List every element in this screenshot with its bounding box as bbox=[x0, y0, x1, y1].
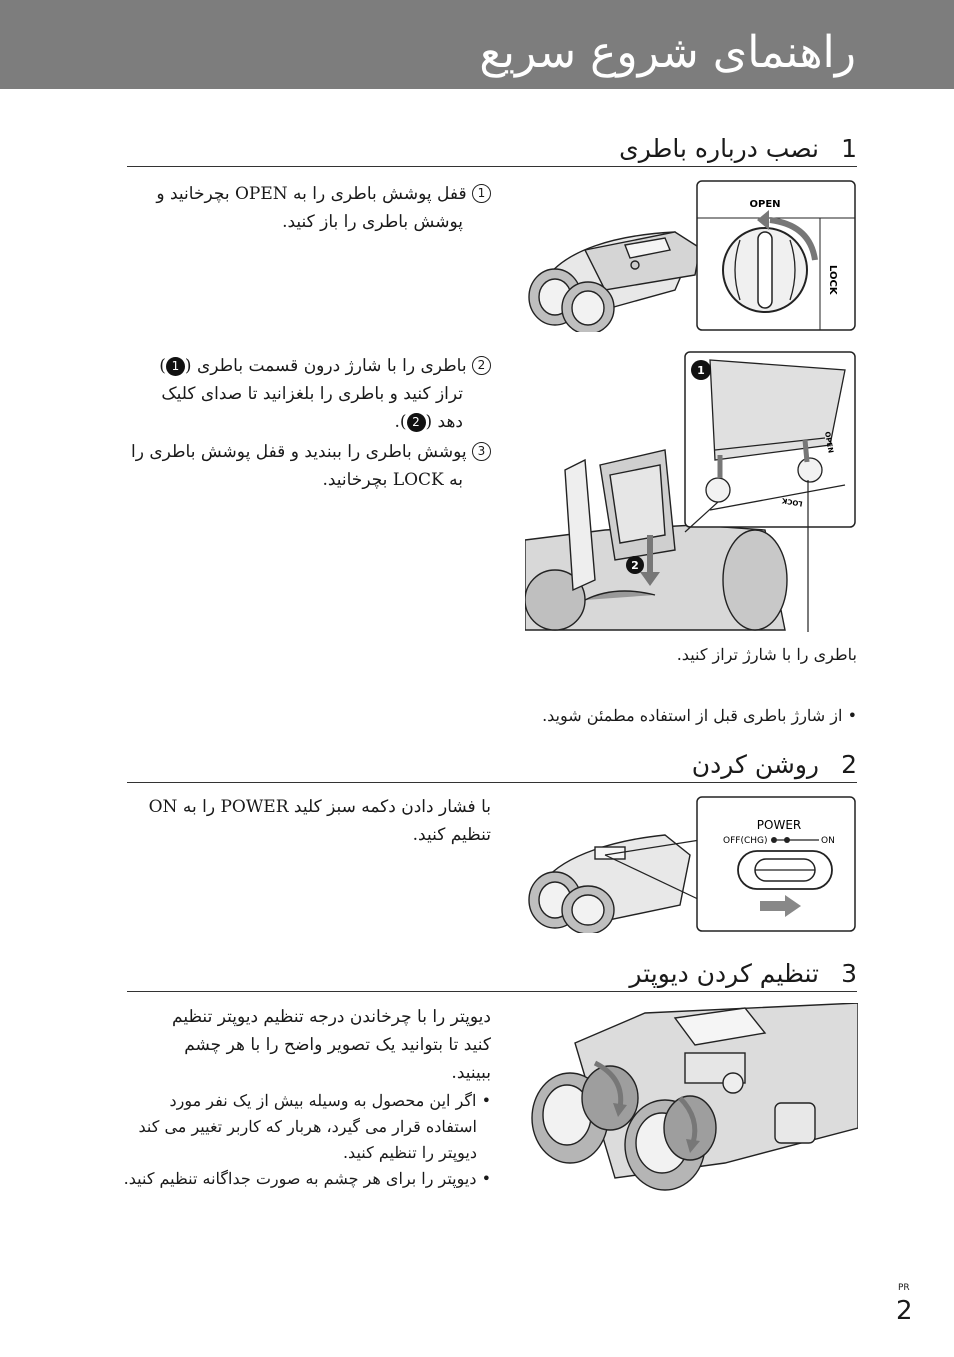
section-title: روشن کردن bbox=[691, 750, 819, 779]
step-number: 3 bbox=[472, 442, 491, 461]
battery-step-3 bbox=[71, 438, 491, 494]
step-text: پوشش باطری را ببندید و قفل پوشش باطری را bbox=[131, 442, 467, 462]
section-number: 3 bbox=[841, 959, 857, 988]
battery-note bbox=[357, 703, 857, 729]
step-text: تراز کنید و باطری را بلغزانید تا صدای کلیک bbox=[161, 384, 463, 404]
diopter-step bbox=[71, 1003, 491, 1087]
on-label: ON bbox=[821, 836, 835, 846]
step-text: باطری را با شارژ درون قسمت باطری ( bbox=[184, 356, 467, 376]
battery-step-1 bbox=[91, 180, 491, 236]
section-number: 1 bbox=[841, 134, 857, 163]
step-text: قفل پوشش باطری را به OPEN بچرخانید و bbox=[156, 184, 467, 204]
section-3-heading bbox=[127, 961, 857, 992]
section-number: 2 bbox=[841, 750, 857, 779]
step-text: با فشار دادن دکمه سبز کلید POWER را به ON bbox=[148, 797, 491, 817]
section-title: نصب درباره باطری bbox=[619, 134, 819, 163]
bullet-text: اگر این محصول به وسیله بیش از یک نفر مورد bbox=[169, 1091, 477, 1110]
battery-step-2 bbox=[71, 352, 491, 436]
battery-caption: باطری را با شارژ تراز کنید. bbox=[676, 645, 857, 664]
badge-1: 1 bbox=[166, 357, 185, 376]
page-number: 2 bbox=[896, 1296, 913, 1326]
power-step bbox=[71, 793, 491, 849]
battery-cover-illustration bbox=[525, 180, 858, 332]
step-text: پوشش باطری را باز کنید. bbox=[282, 212, 463, 232]
badge-2: 2 bbox=[407, 413, 426, 432]
step-text: دهد ( bbox=[425, 412, 463, 432]
bullet-icon: • bbox=[847, 706, 857, 725]
lock-label-small: LOCK bbox=[781, 496, 804, 508]
step-text: ببینید. bbox=[451, 1063, 491, 1083]
lock-dial bbox=[723, 228, 807, 312]
power-label: POWER bbox=[756, 818, 802, 832]
step-number: 1 bbox=[472, 184, 491, 203]
step-text: دیوپتر را با چرخاندن درجه تنظیم دیوپتر تنظیم bbox=[172, 1007, 491, 1027]
slide-arrow bbox=[760, 901, 786, 911]
step-text: تنظیم کنید. bbox=[412, 825, 491, 845]
diopter-illustration bbox=[525, 1003, 858, 1193]
badge-1-text: 1 bbox=[697, 364, 705, 377]
page-title: راهنمای شروع سریع bbox=[479, 27, 856, 78]
bullet-icon: • bbox=[481, 1091, 491, 1110]
bullet-text: دیوپتر را تنظیم کنید. bbox=[342, 1143, 477, 1162]
diopter-bullet-1 bbox=[71, 1088, 491, 1166]
language-code: PR bbox=[898, 1283, 910, 1293]
note-text: از شارژ باطری قبل از استفاده مطمئن شوید. bbox=[542, 706, 843, 725]
power-switch-illustration bbox=[525, 795, 858, 933]
step-number: 2 bbox=[472, 356, 491, 375]
bullet-text: دیوپتر را برای هر چشم به صورت جداگانه تنظیم کنید. bbox=[123, 1169, 477, 1188]
diopter-bullet-2 bbox=[71, 1166, 491, 1192]
step-text: به LOCK بچرخانید. bbox=[322, 470, 463, 490]
open-label: OPEN bbox=[749, 199, 781, 210]
badge-2-text: 2 bbox=[631, 559, 639, 572]
lock-label: LOCK bbox=[827, 265, 838, 295]
binoculars-drawing bbox=[529, 232, 700, 332]
step-text: ) bbox=[159, 356, 166, 376]
binoculars-drawing bbox=[532, 1003, 858, 1190]
off-label: OFF(CHG) bbox=[723, 836, 768, 846]
step-text: کنید تا بتوانید یک تصویر واضح را با هر چشم bbox=[184, 1035, 491, 1055]
bullet-text: استفاده قرار می گیرد، هربار که کاربر تغییر می کند bbox=[138, 1117, 477, 1136]
section-title: تنظیم کردن دیوپتر bbox=[629, 959, 819, 988]
bullet-icon: • bbox=[481, 1169, 491, 1188]
section-1-heading bbox=[127, 136, 857, 167]
step-text: ). bbox=[394, 412, 407, 432]
open-label-small: OPEN bbox=[823, 430, 835, 454]
section-2-heading bbox=[127, 752, 857, 783]
battery-insert-illustration bbox=[525, 350, 858, 632]
